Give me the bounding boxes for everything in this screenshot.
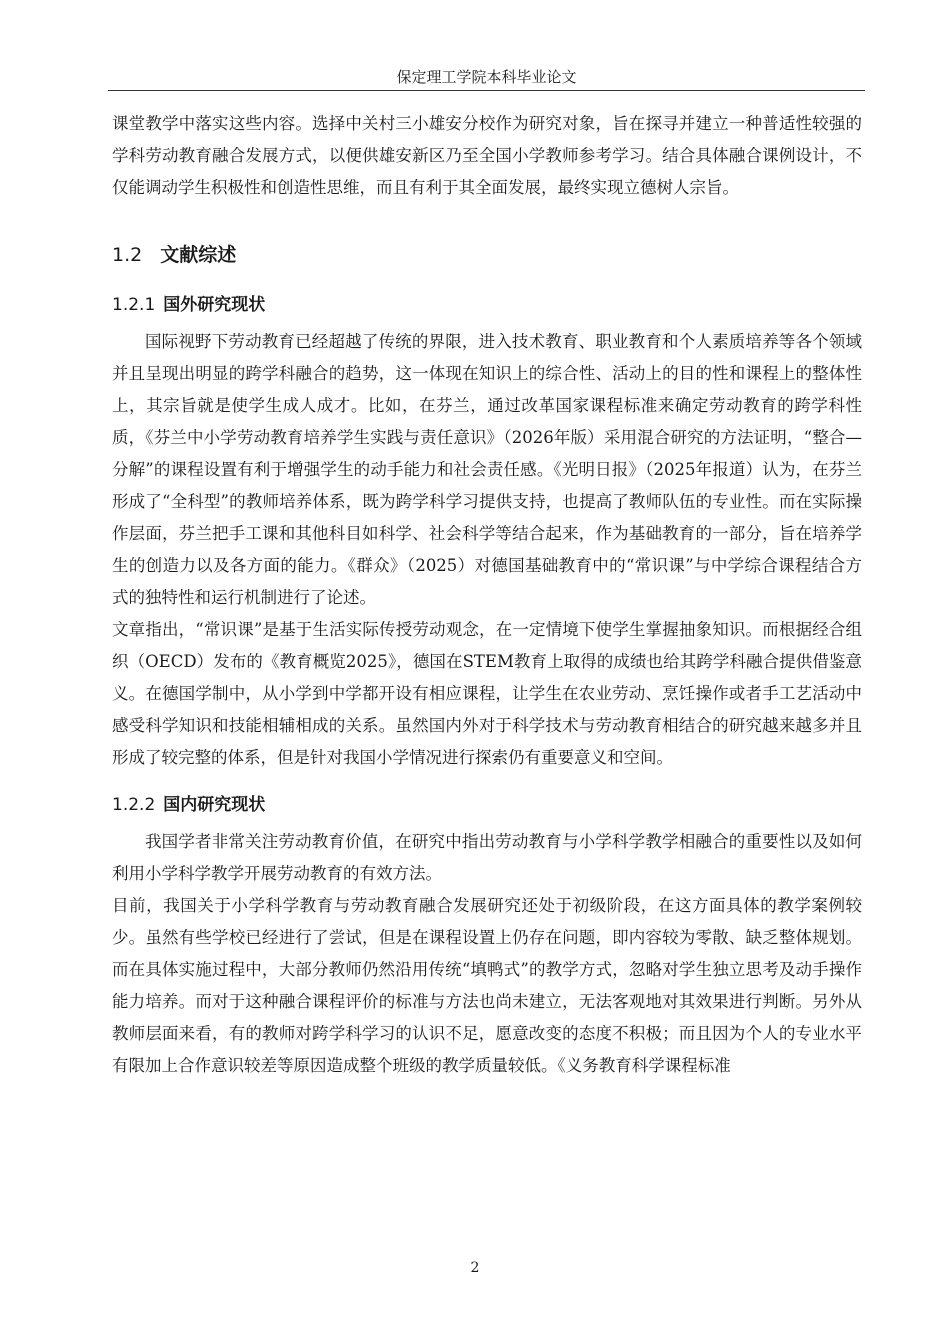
section-heading-1-2 [112,240,862,270]
header-title: 保定理工学院本科毕业论文 [396,68,577,86]
section-number: 1.2 [112,244,143,266]
page-number: 2 [470,1260,480,1276]
subsection-heading-1-2-2 [112,790,862,820]
paragraph-foreign-research: 国际视野下劳动教育已经超越了传统的界限，进入技术教育、职业教育和个人素质培养等各个领域并且呈现出明显的跨学科融合的趋势，这一体现在知识上的综合性、活动上的目的性和课程上的整体性上，其宗旨就是使学生成人成才。比如，在芬兰，通过改革国家课程标准来确定劳动教育的跨学科性质，《芬兰中小学劳动教育培养学生实践与责任意识》（2026年版）采用混合研究的方法证明，“整合—分解”的课程设置有利于增强学生的动手能力和社会责任感。《光明日报》（2025年报道）认为，在芬兰形成了“全科型”的教师培养体系，既为跨学科学习提供支持，也提高了教师队伍的专业性。而在实际操作层面，芬兰把手工课和其他科目如科学、社会科学等结合起来，作为基础教育的一部分，旨在培养学生的创造力以及各方面的能力。《群众》（2025）对德国基础教育中的“常识课”与中学综合课程结合方式的独特性和运行机制进行了论述。 [112,332,862,607]
subsection-number: 1.2.1 [112,295,156,315]
subsection-number: 1.2.2 [112,795,156,815]
subsection-title: 国外研究现状 [163,295,266,315]
section-title: 文献综述 [160,244,237,266]
paragraph-domestic-research-cont: 目前，我国关于小学科学教育与劳动教育融合发展研究还处于初级阶段，在这方面具体的教学案例较少。虽然有些学校已经进行了尝试，但是在课程设置上仍存在问题，即内容较为零散、缺乏整体规划。而在具体实施过程中，大部分教师仍然沿用传统“填鸭式”的教学方式，忽略对学生独立思考及动手操作能力培养。而对于这种融合课程评价的标准与方法也尚未建立，无法客观地对其效果进行判断。另外从教师层面来看，有的教师对跨学科学习的认识不足，愿意改变的态度不积极；而且因为个人的专业水平有限加上合作意识较差等原因造成整个班级的教学质量较低。《义务教育科学课程标准 [112,896,862,1075]
subsection-heading-1-2-1 [112,290,862,320]
page-body [112,108,862,1082]
paragraph-foreign-research-cont: 文章指出，“常识课”是基于生活实际传授劳动观念，在一定情境下使学生掌握抽象知识。而根据经合组织（OECD）发布的《教育概览2025》，德国在STEM教育上取得的成绩也给其跨学科融合提供借鉴意义。在德国学制中，从小学到中学都开设有相应课程，让学生在农业劳动、烹饪操作或者手工艺活动中感受科学知识和技能相辅相成的关系。虽然国内外对于科学技术与劳动教育相结合的研究越来越多并且形成了较完整的体系，但是针对我国小学情况进行探索仍有重要意义和空间。 [112,620,862,767]
page-header [108,64,865,91]
subsection-title: 国内研究现状 [163,795,266,815]
paragraph-intro-continuation: 课堂教学中落实这些内容。选择中关村三小雄安分校作为研究对象，旨在探寻并建立一种普适性较强的学科劳动教育融合发展方式，以便供雄安新区乃至全国小学教师参考学习。结合具体融合课例设计，不仅能调动学生积极性和创造性思维，而且有利于其全面发展，最终实现立德树人宗旨。 [112,114,862,197]
paragraph-domestic-research: 我国学者非常关注劳动教育价值，在研究中指出劳动教育与小学科学教学相融合的重要性以及如何利用小学科学教学开展劳动教育的有效方法。 [112,832,862,883]
